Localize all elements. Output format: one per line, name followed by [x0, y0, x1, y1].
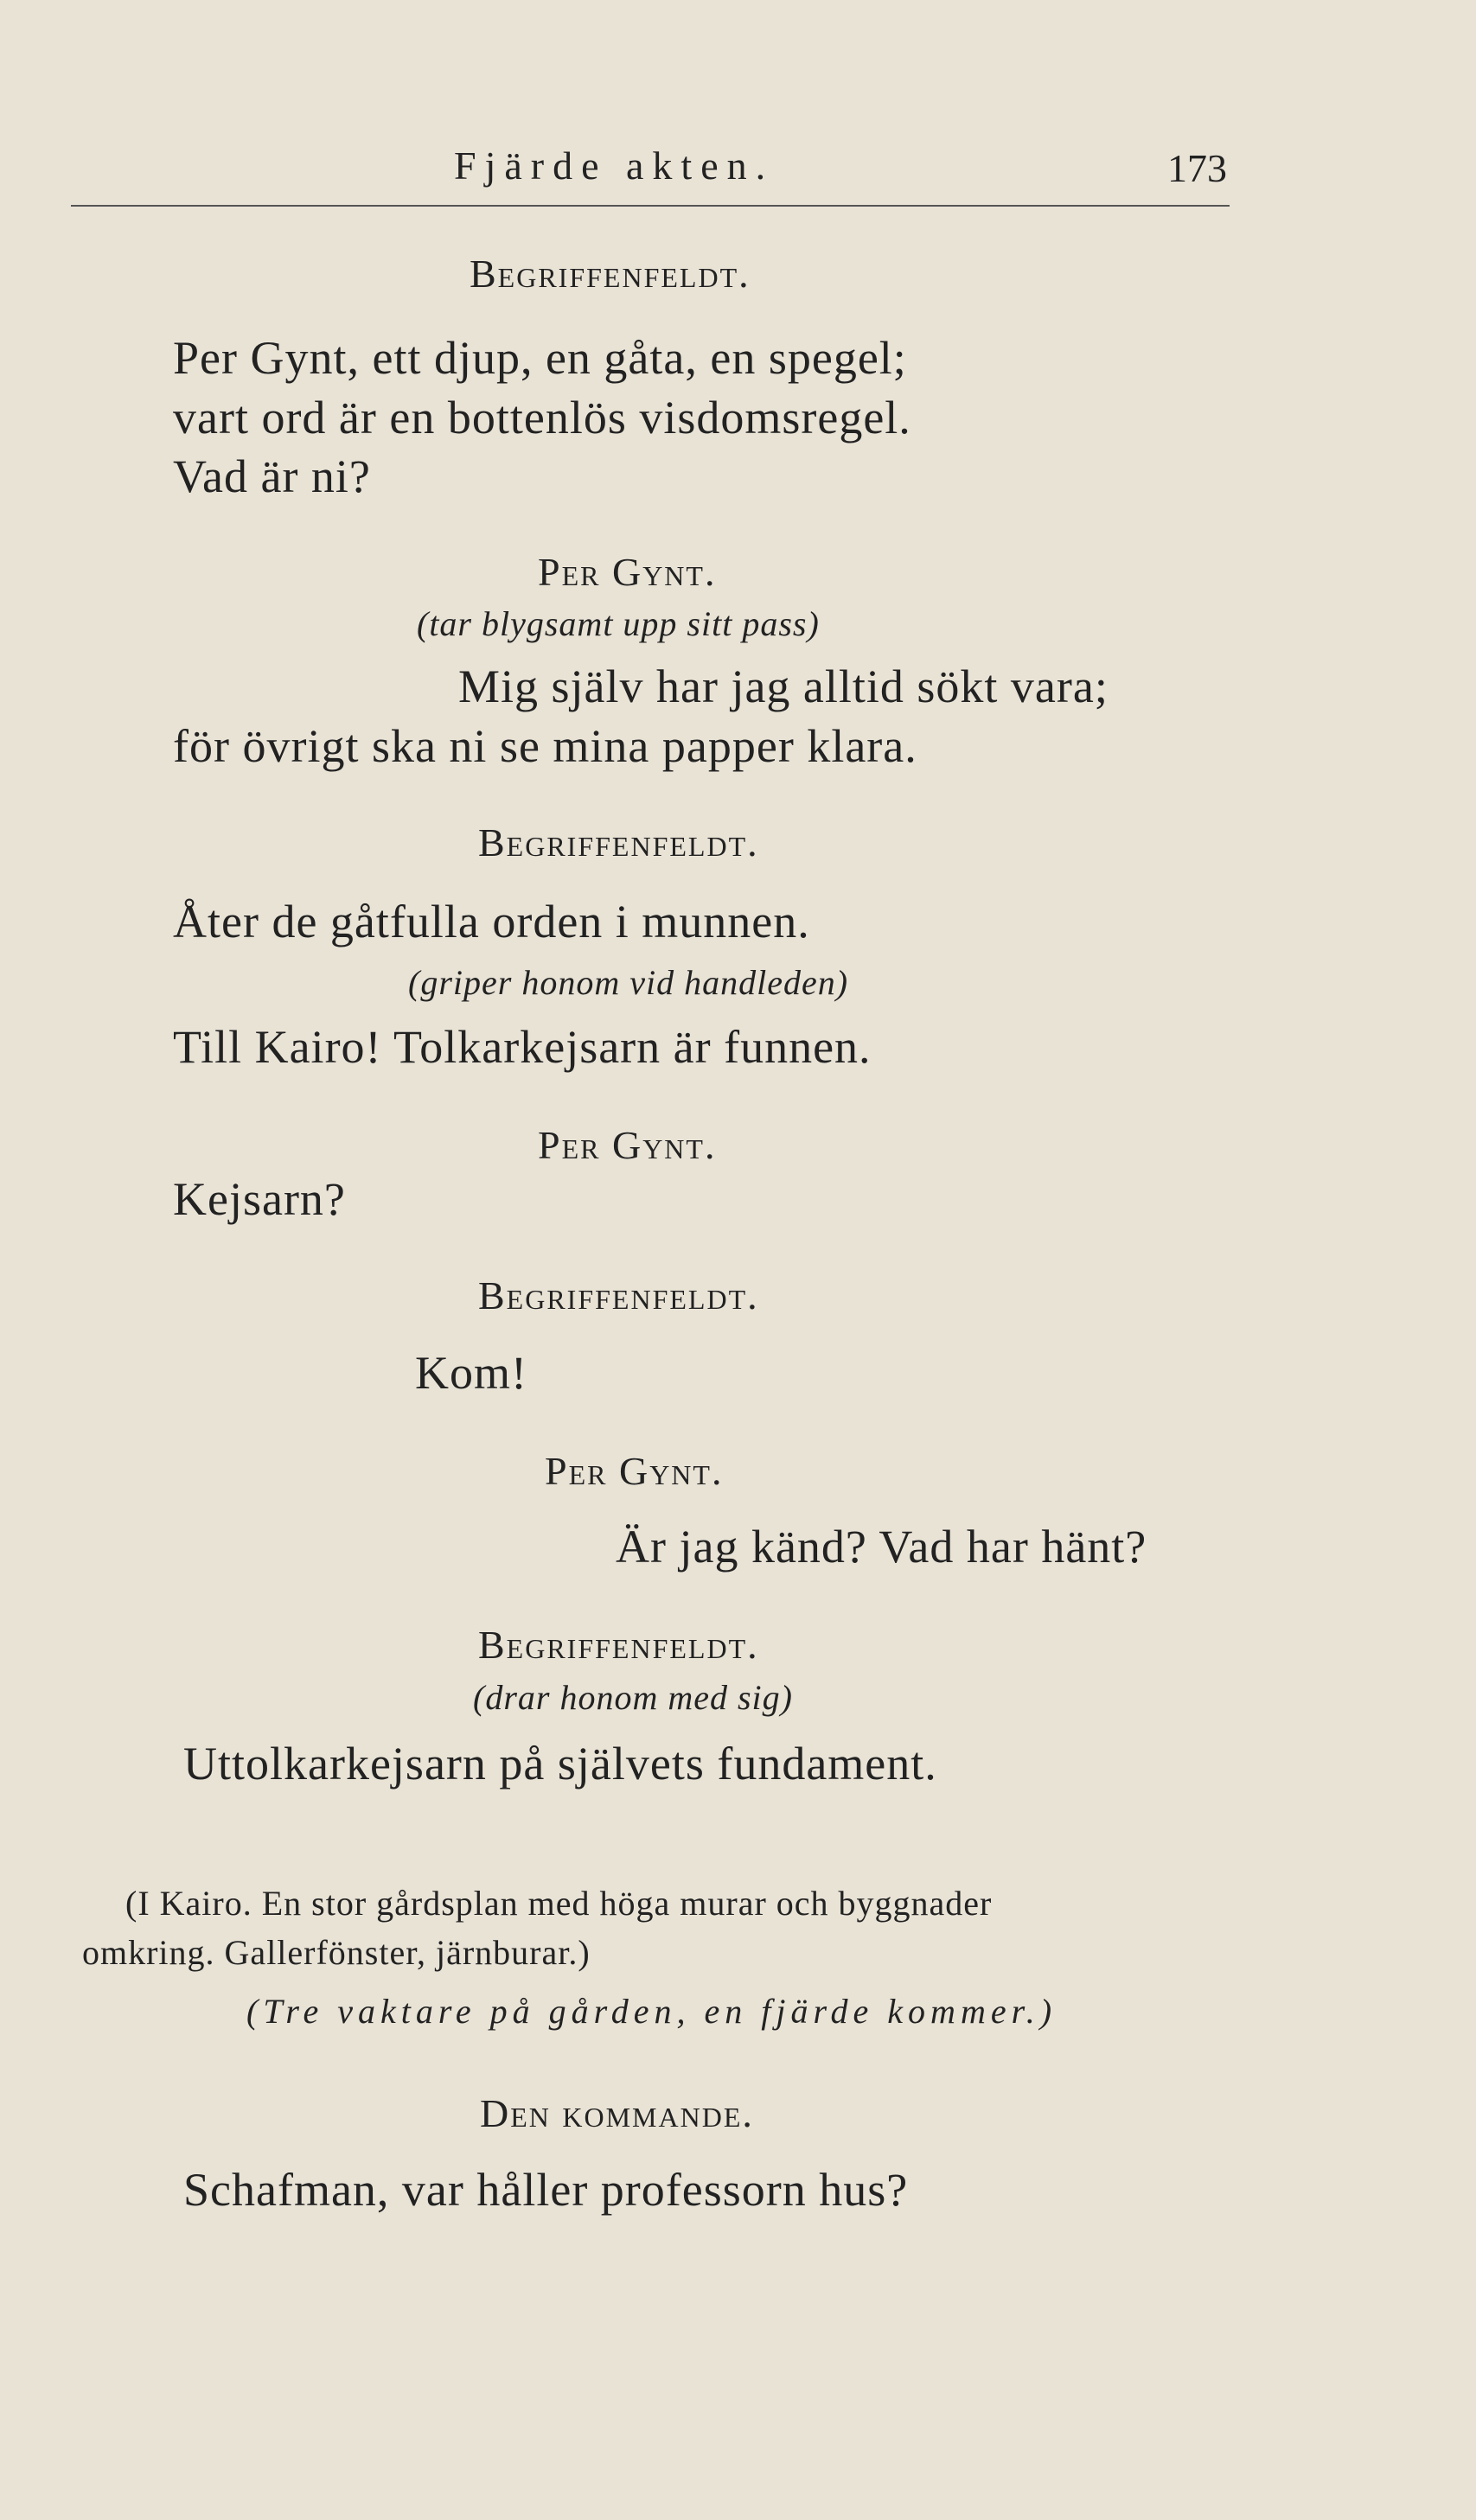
verse-line: Åter de gåtfulla orden i munnen. — [173, 896, 810, 947]
speaker-heading: Per Gynt. — [545, 1449, 724, 1493]
page-number: 173 — [1167, 146, 1227, 190]
verse-line: Är jag känd? Vad har hänt? — [616, 1521, 1147, 1573]
verse-line: Kejsarn? — [173, 1173, 346, 1225]
stage-direction: (tar blygsamt upp sitt pass) — [417, 604, 820, 643]
verse-line: Vad är ni? — [173, 450, 371, 502]
running-title: Fjärde akten. — [454, 144, 775, 188]
speaker-heading: Begriffenfeldt. — [470, 252, 751, 296]
stage-direction: (griper honom vid handleden) — [408, 963, 849, 1002]
verse-line: Uttolkarkejsarn på självets fundament. — [183, 1738, 937, 1790]
verse-line: Kom! — [415, 1347, 527, 1399]
verse-line: vart ord är en bottenlös visdomsregel. — [173, 392, 911, 443]
scene-description: (I Kairo. En stor gårdsplan med höga murar och byggnader — [125, 1884, 993, 1923]
speaker-heading: Begriffenfeldt. — [478, 1273, 759, 1317]
speaker-heading: Per Gynt. — [538, 550, 717, 594]
stage-direction: (Tre vaktare på gården, en fjärde kommer.) — [246, 1992, 1057, 2031]
verse-line: Per Gynt, ett djup, en gåta, en spegel; — [173, 332, 907, 384]
verse-line: för övrigt ska ni se mina papper klara. — [173, 720, 917, 772]
speaker-heading: Begriffenfeldt. — [478, 1623, 759, 1667]
header-rule — [71, 205, 1230, 207]
speaker-heading: Den kommande. — [480, 2091, 754, 2135]
verse-line: Mig själv har jag alltid sökt vara; — [458, 660, 1109, 712]
speaker-heading: Begriffenfeldt. — [478, 820, 759, 864]
verse-line: Till Kairo! Tolkarkejsarn är funnen. — [173, 1021, 872, 1073]
stage-direction: (drar honom med sig) — [473, 1678, 793, 1717]
verse-line: Schafman, var håller professorn hus? — [183, 2164, 909, 2216]
speaker-heading: Per Gynt. — [538, 1123, 717, 1167]
scene-description: omkring. Gallerfönster, järnburar.) — [82, 1933, 591, 1972]
